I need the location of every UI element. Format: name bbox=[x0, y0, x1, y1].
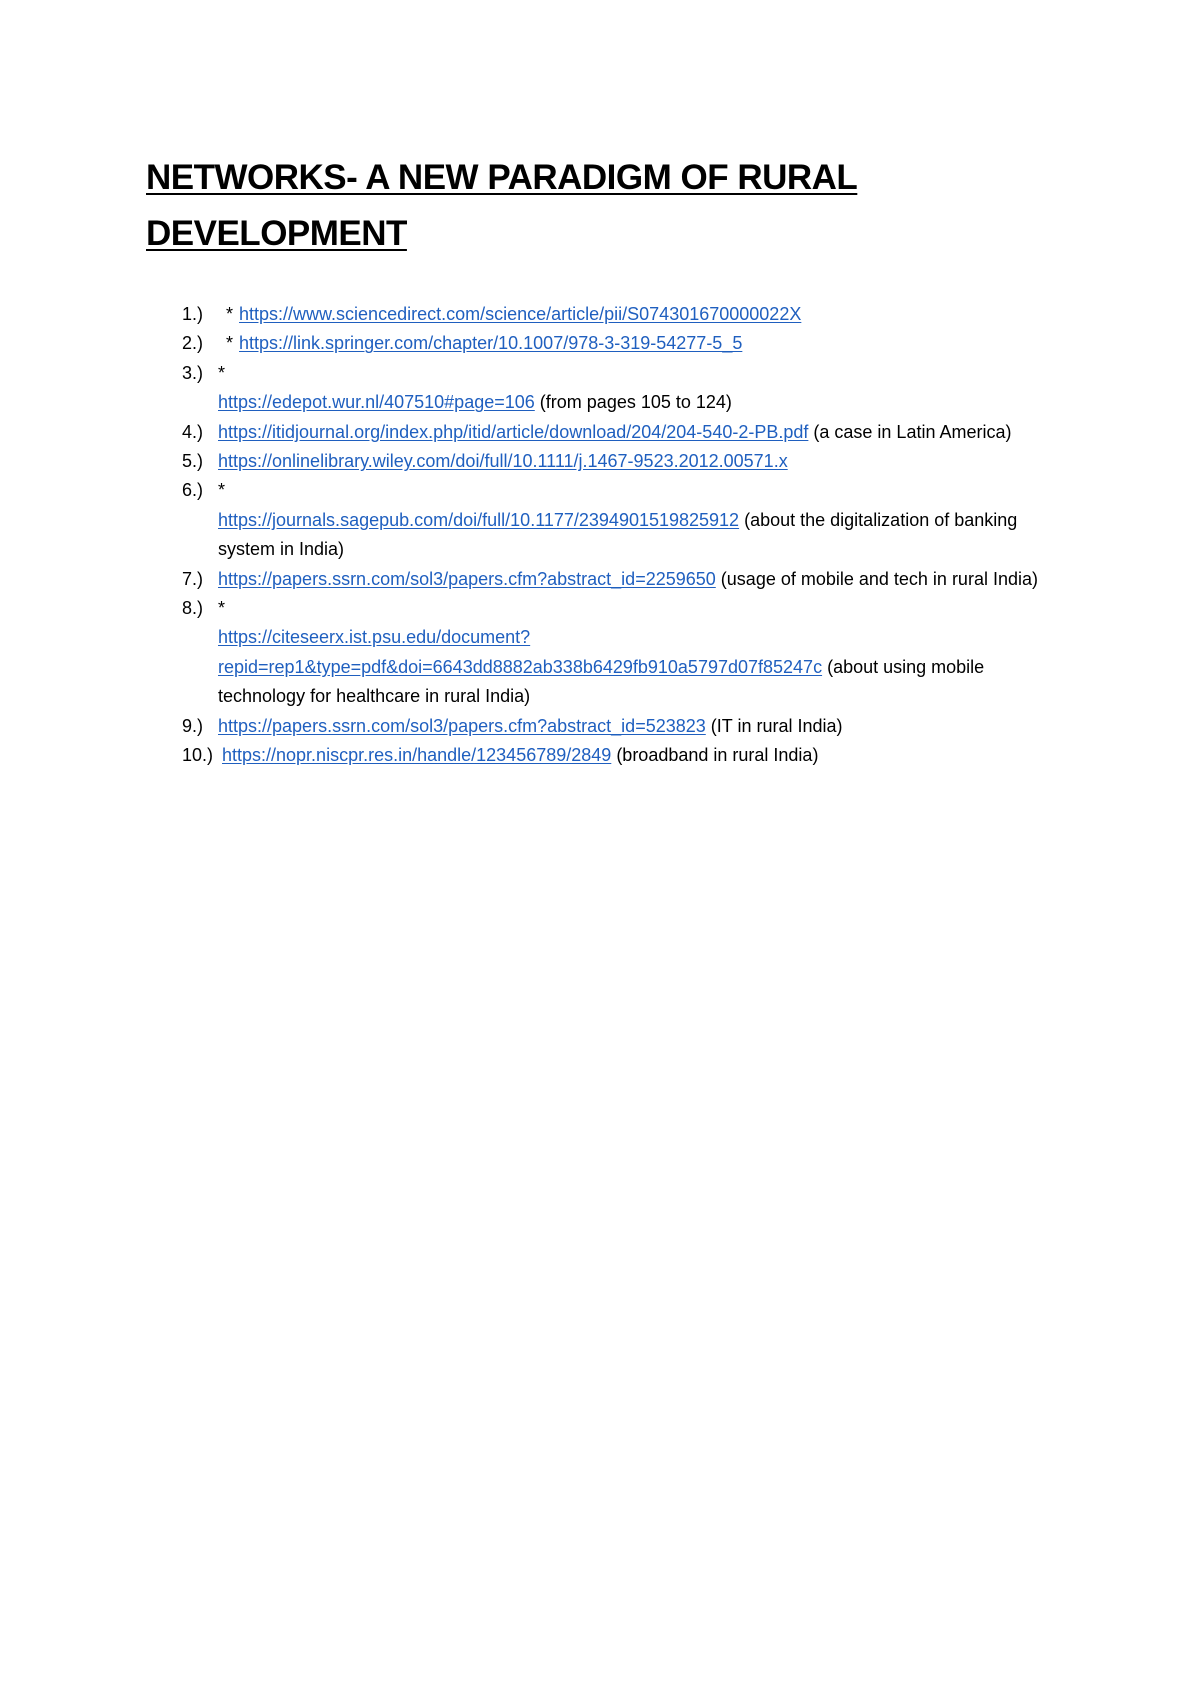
reference-item-4 bbox=[0, 418, 1068, 447]
reference-number: 1.) bbox=[182, 304, 204, 324]
reference-link[interactable]: https://edepot.wur.nl/407510#page=106 bbox=[218, 392, 535, 413]
reference-link[interactable]: https://journals.sagepub.com/doi/full/10.1177/2394901519825912 bbox=[218, 509, 740, 530]
starred-marker: * bbox=[226, 333, 234, 354]
starred-marker: * bbox=[226, 304, 234, 324]
reference-item-7 bbox=[0, 565, 1068, 594]
reference-number: 9.) bbox=[182, 715, 204, 736]
reference-link-line-2[interactable]: repid=rep1&type=pdf&doi=6643dd8882ab338b6429fb910a5797d07f85247c bbox=[218, 656, 823, 677]
reference-item-5 bbox=[0, 447, 1068, 476]
reference-number: 7.) bbox=[182, 568, 204, 589]
reference-note: (IT in rural India) bbox=[710, 715, 843, 736]
reference-number: 4.) bbox=[182, 421, 204, 442]
reference-item-9 bbox=[0, 712, 1068, 741]
starred-marker: * bbox=[218, 362, 226, 383]
reference-note: (from pages 105 to 124) bbox=[539, 392, 732, 413]
reference-item-2 bbox=[0, 329, 1068, 358]
reference-link-line-1[interactable]: https://citeseerx.ist.psu.edu/document? bbox=[218, 627, 531, 648]
reference-note: (a case in Latin America) bbox=[813, 421, 1012, 442]
reference-number: 5.) bbox=[182, 451, 204, 472]
reference-link[interactable]: https://papers.ssrn.com/sol3/papers.cfm?abstract_id=2259650 bbox=[218, 568, 716, 589]
reference-link[interactable]: https://onlinelibrary.wiley.com/doi/full/10.1111/j.1467-9523.2012.00571.x bbox=[218, 451, 788, 472]
reference-item-3 bbox=[0, 359, 1068, 418]
reference-note: (about the digitalization of banking system in India) bbox=[218, 509, 1018, 560]
document-title: NETWORKS- A NEW PARADIGM OF RURAL DEVELOPMENT bbox=[146, 158, 858, 253]
reference-note: (about using mobile technology for healthcare in rural India) bbox=[218, 656, 985, 707]
reference-list bbox=[0, 300, 1200, 771]
reference-number: 8.) bbox=[182, 598, 204, 619]
reference-item-6 bbox=[0, 476, 1068, 564]
reference-note: (broadband in rural India) bbox=[616, 745, 819, 766]
reference-link[interactable] bbox=[218, 627, 822, 676]
reference-link[interactable]: https://www.sciencedirect.com/science/article/pii/S074301670000022X bbox=[239, 304, 802, 324]
reference-number: 10.) bbox=[182, 745, 214, 766]
reference-number: 3.) bbox=[182, 362, 204, 383]
reference-number: 2.) bbox=[182, 333, 204, 354]
reference-item-10 bbox=[0, 741, 1072, 770]
reference-note: (usage of mobile and tech in rural India) bbox=[720, 568, 1038, 589]
starred-marker: * bbox=[218, 480, 226, 501]
starred-marker: * bbox=[218, 598, 226, 619]
reference-link[interactable]: https://papers.ssrn.com/sol3/papers.cfm?abstract_id=523823 bbox=[218, 715, 706, 736]
reference-number: 6.) bbox=[182, 480, 204, 501]
reference-item-1 bbox=[0, 300, 1068, 329]
reference-link[interactable]: https://link.springer.com/chapter/10.1007/978-3-319-54277-5_5 bbox=[239, 333, 743, 354]
reference-link[interactable]: https://nopr.niscpr.res.in/handle/123456789/2849 bbox=[222, 745, 612, 766]
reference-item-8 bbox=[0, 594, 1068, 712]
reference-link[interactable]: https://itidjournal.org/index.php/itid/article/download/204/204-540-2-PB.pdf bbox=[218, 421, 809, 442]
